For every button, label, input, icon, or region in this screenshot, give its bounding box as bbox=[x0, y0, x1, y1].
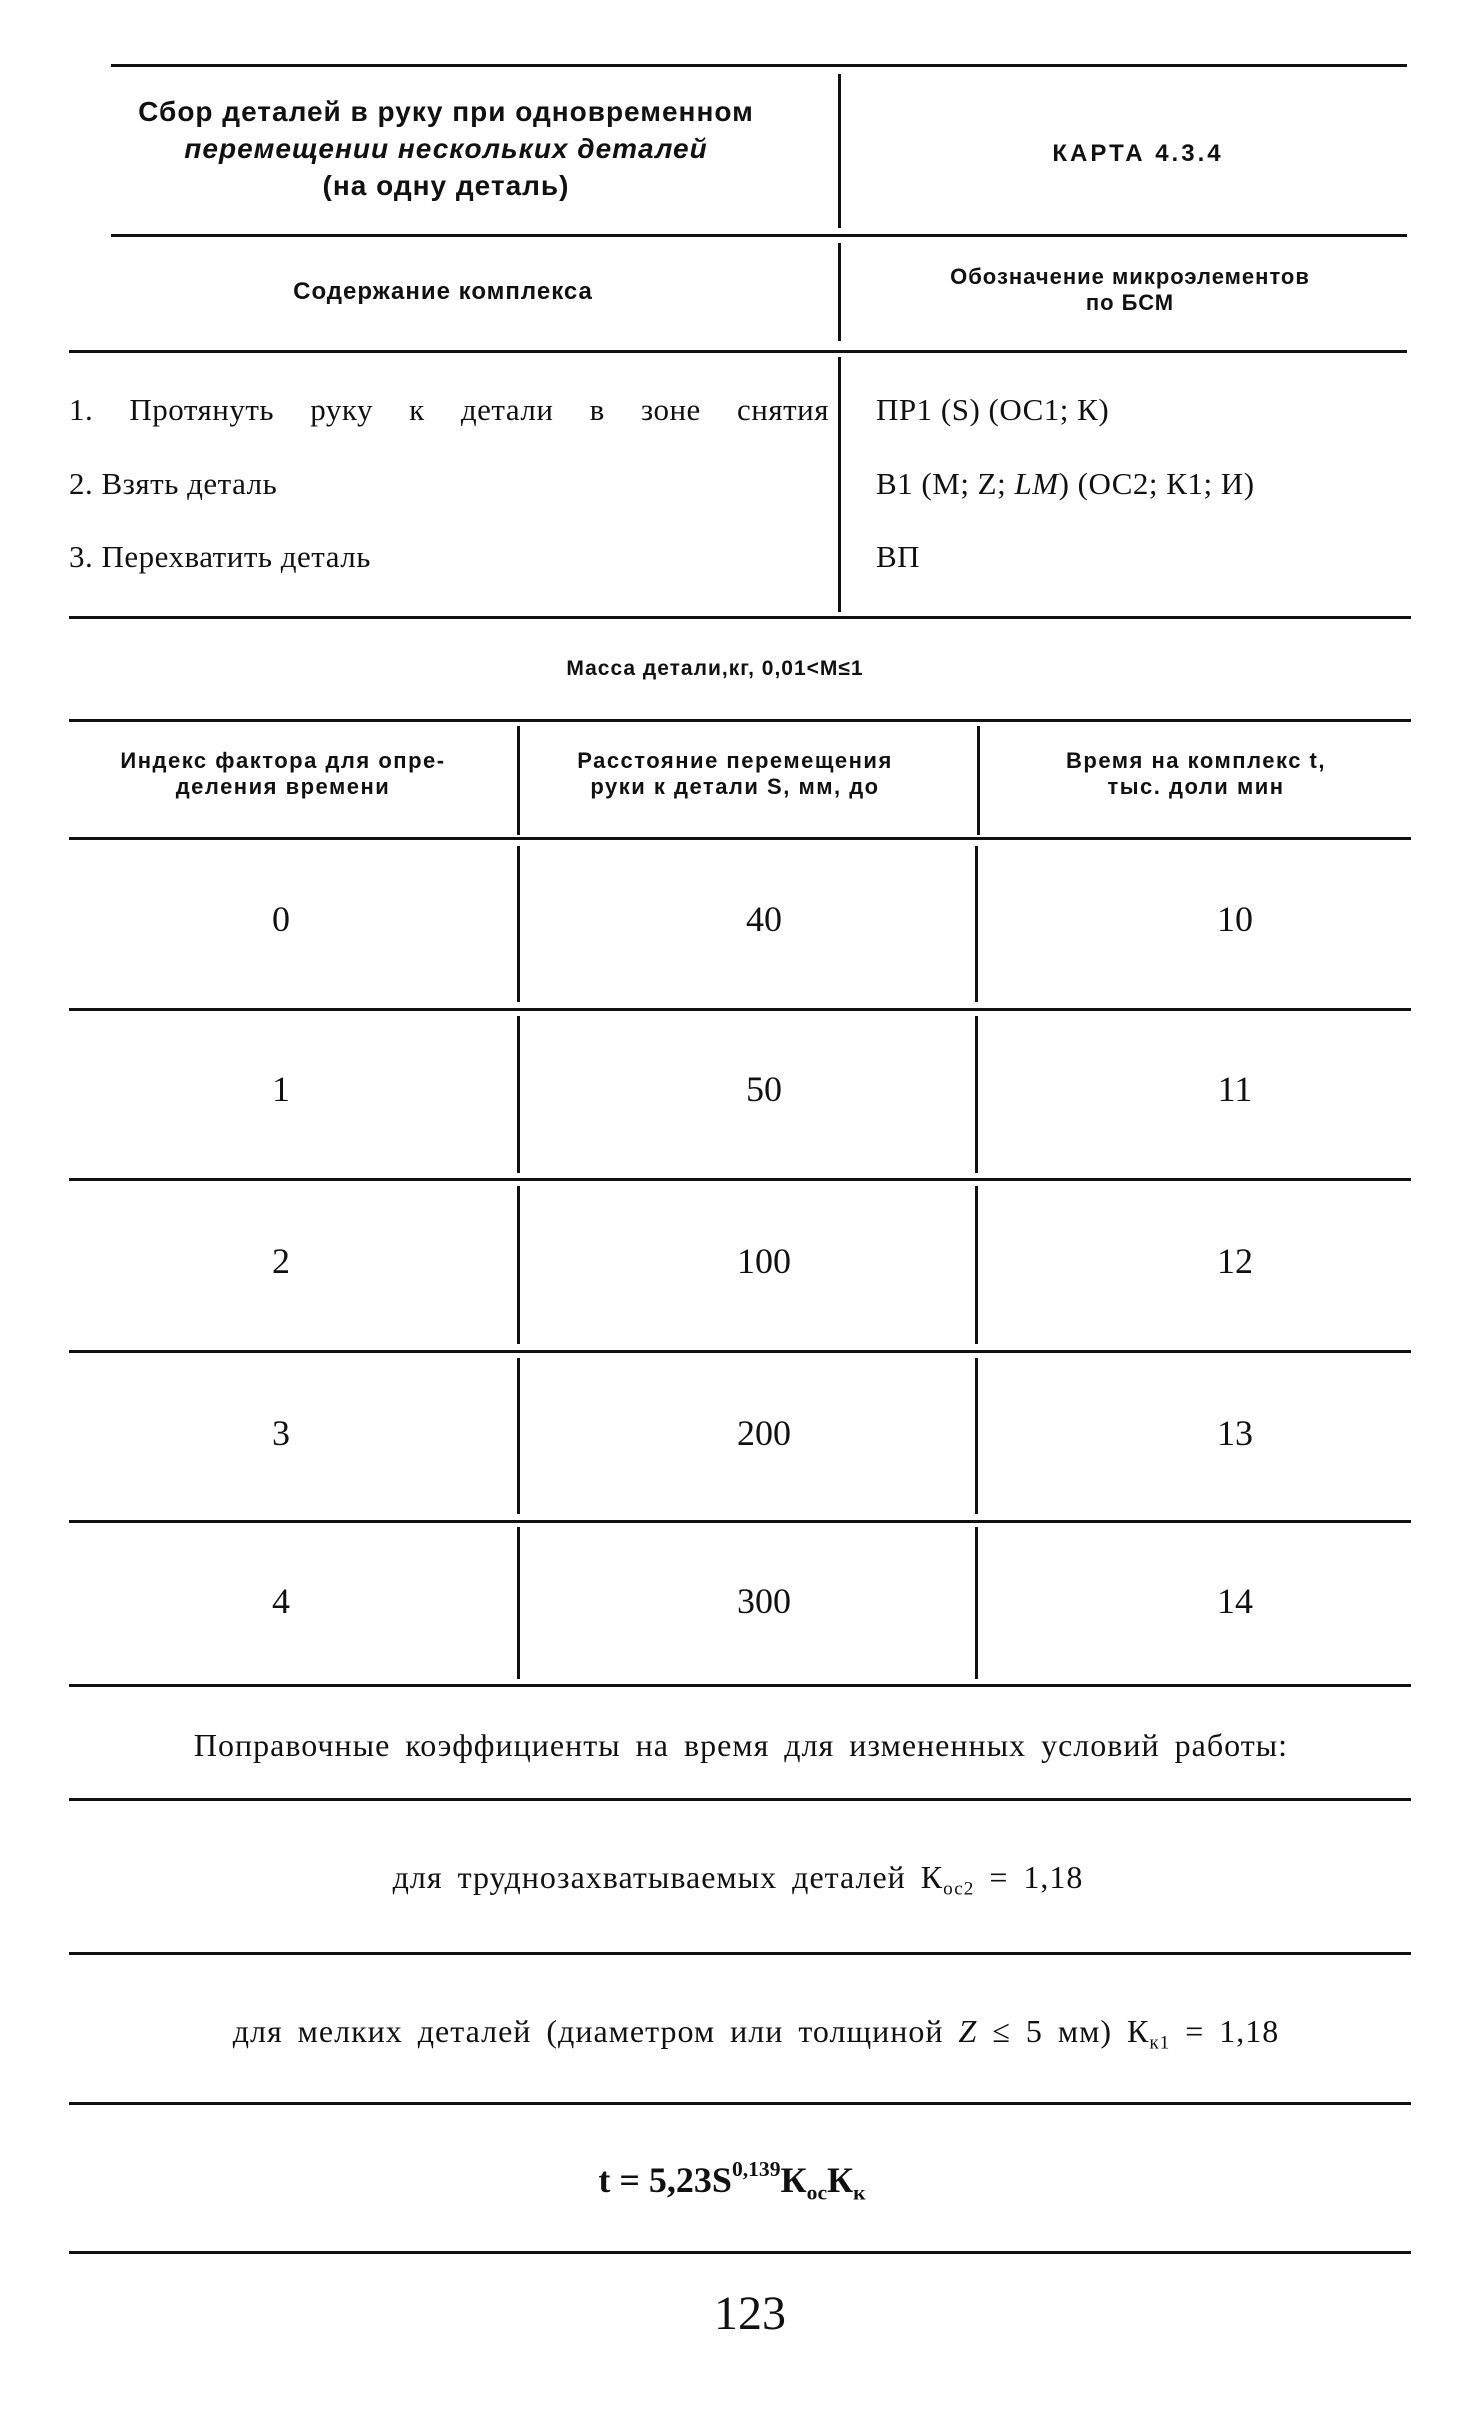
horizontal-rule bbox=[69, 1350, 1411, 1353]
horizontal-rule bbox=[69, 2251, 1411, 2254]
column-divider bbox=[517, 1016, 520, 1173]
horizontal-rule bbox=[69, 2102, 1411, 2105]
correction-label: для труднозахватываемых деталей bbox=[392, 1859, 906, 1895]
formula-exponent: 0,139 bbox=[731, 2156, 781, 2181]
horizontal-rule bbox=[69, 1008, 1411, 1011]
card-title-line: (на одну деталь) bbox=[322, 170, 570, 201]
page-number: 123 bbox=[714, 2287, 786, 2340]
horizontal-rule bbox=[69, 1952, 1411, 1955]
column-divider bbox=[517, 846, 520, 1002]
table-cell-index: 1 bbox=[272, 1069, 290, 1109]
correction-label: ≤ 5 мм) bbox=[992, 2013, 1112, 2049]
formula-factor-subscript: к bbox=[853, 2180, 866, 2205]
step-code-part: В1 (М; Z; bbox=[876, 466, 1015, 501]
horizontal-rule bbox=[69, 837, 1411, 840]
coefficient-symbol: К bbox=[920, 1859, 944, 1895]
column-divider bbox=[838, 243, 841, 341]
column-divider bbox=[517, 1186, 520, 1344]
mass-caption: Масса детали,кг, 0,01<M≤1 bbox=[566, 657, 864, 680]
formula-base: t = 5,23S bbox=[598, 2160, 732, 2200]
designation-column-header bbox=[880, 264, 1380, 316]
table-cell-index: 2 bbox=[272, 1241, 290, 1281]
column-divider bbox=[975, 1186, 978, 1344]
table-cell-distance: 40 bbox=[746, 899, 782, 939]
horizontal-rule bbox=[69, 1798, 1411, 1801]
table-cell-distance: 50 bbox=[746, 1069, 782, 1109]
column-divider bbox=[975, 1016, 978, 1173]
coefficient-subscript: к1 bbox=[1149, 2032, 1171, 2054]
step-text: 3. Перехватить деталь bbox=[69, 539, 371, 574]
step-code: ПР1 (S) (ОС1; К) bbox=[876, 392, 1110, 427]
column-divider bbox=[838, 357, 841, 612]
table-cell-time: 12 bbox=[1217, 1241, 1253, 1281]
column-divider bbox=[975, 1358, 978, 1514]
table-cell-time: 11 bbox=[1217, 1069, 1253, 1109]
coefficient-value: = 1,18 bbox=[989, 1859, 1084, 1895]
formula-factor-subscript: ос bbox=[806, 2180, 828, 2205]
content-column-header: Содержание комплекса bbox=[293, 278, 593, 305]
column-divider bbox=[517, 1358, 520, 1514]
step-text: 2. Взять деталь bbox=[69, 466, 278, 501]
table-cell-index: 0 bbox=[272, 899, 290, 939]
time-formula bbox=[432, 2156, 1032, 2205]
column-divider bbox=[975, 846, 978, 1002]
card-title-line: перемещении нескольких деталей bbox=[184, 133, 708, 164]
horizontal-rule bbox=[69, 1684, 1411, 1687]
horizontal-rule bbox=[69, 616, 1411, 619]
table-cell-distance: 200 bbox=[737, 1413, 791, 1453]
coefficient-subscript: ос2 bbox=[943, 1878, 975, 1900]
step-code bbox=[876, 464, 1255, 504]
correction-small-parts bbox=[156, 2011, 1356, 2054]
designation-header-line: по БСМ bbox=[1085, 290, 1175, 315]
formula-factor: К bbox=[827, 2160, 854, 2200]
card-title-line: Сбор деталей в руку при одновременном bbox=[138, 96, 754, 127]
table-header-line: руки к детали S, мм, до bbox=[590, 774, 880, 799]
horizontal-rule bbox=[69, 1178, 1411, 1181]
table-header-time bbox=[971, 748, 1421, 800]
table-header-factor-index bbox=[58, 748, 508, 800]
step-code-part: ) (ОС2; К1; И) bbox=[1058, 466, 1255, 501]
horizontal-rule bbox=[69, 1520, 1411, 1523]
table-header-line: Время на комплекс t, bbox=[1066, 748, 1326, 773]
card-number: КАРТА 4.3.4 bbox=[1052, 140, 1224, 167]
formula-factor: К bbox=[780, 2160, 807, 2200]
table-cell-time: 13 bbox=[1217, 1413, 1253, 1453]
table-cell-distance: 100 bbox=[737, 1241, 791, 1281]
horizontal-rule bbox=[111, 64, 1407, 67]
designation-header-line: Обозначение микроэлементов bbox=[950, 264, 1310, 289]
step-code: ВП bbox=[876, 539, 921, 574]
correction-variable: Z bbox=[958, 2013, 978, 2049]
table-header-line: Расстояние перемещения bbox=[577, 748, 893, 773]
table-header-distance bbox=[510, 748, 960, 800]
horizontal-rule bbox=[69, 350, 1407, 353]
table-cell-index: 3 bbox=[272, 1413, 290, 1453]
column-divider bbox=[975, 1527, 978, 1679]
table-cell-time: 14 bbox=[1217, 1581, 1253, 1621]
corrections-title: Поправочные коэффициенты на время для измененных условий работы: bbox=[193, 1727, 1289, 1763]
table-header-line: тыс. доли мин bbox=[1107, 774, 1285, 799]
coefficient-symbol: К bbox=[1126, 2013, 1150, 2049]
table-cell-time: 10 bbox=[1217, 899, 1253, 939]
column-divider bbox=[838, 74, 841, 228]
coefficient-value: = 1,18 bbox=[1185, 2013, 1280, 2049]
horizontal-rule bbox=[69, 719, 1411, 722]
card-title bbox=[96, 93, 796, 204]
table-header-line: деления времени bbox=[175, 774, 391, 799]
table-header-line: Индекс фактора для опре- bbox=[120, 748, 446, 773]
correction-hard-to-grip bbox=[238, 1857, 1238, 1900]
correction-label: для мелких деталей (диаметром или толщиной bbox=[232, 2013, 944, 2049]
table-cell-distance: 300 bbox=[737, 1581, 791, 1621]
horizontal-rule bbox=[111, 234, 1407, 237]
step-text: 1. Протянуть руку к детали в зоне снятия bbox=[69, 392, 829, 427]
table-cell-index: 4 bbox=[272, 1581, 290, 1621]
step-code-part: LM bbox=[1014, 466, 1059, 501]
column-divider bbox=[517, 1527, 520, 1679]
